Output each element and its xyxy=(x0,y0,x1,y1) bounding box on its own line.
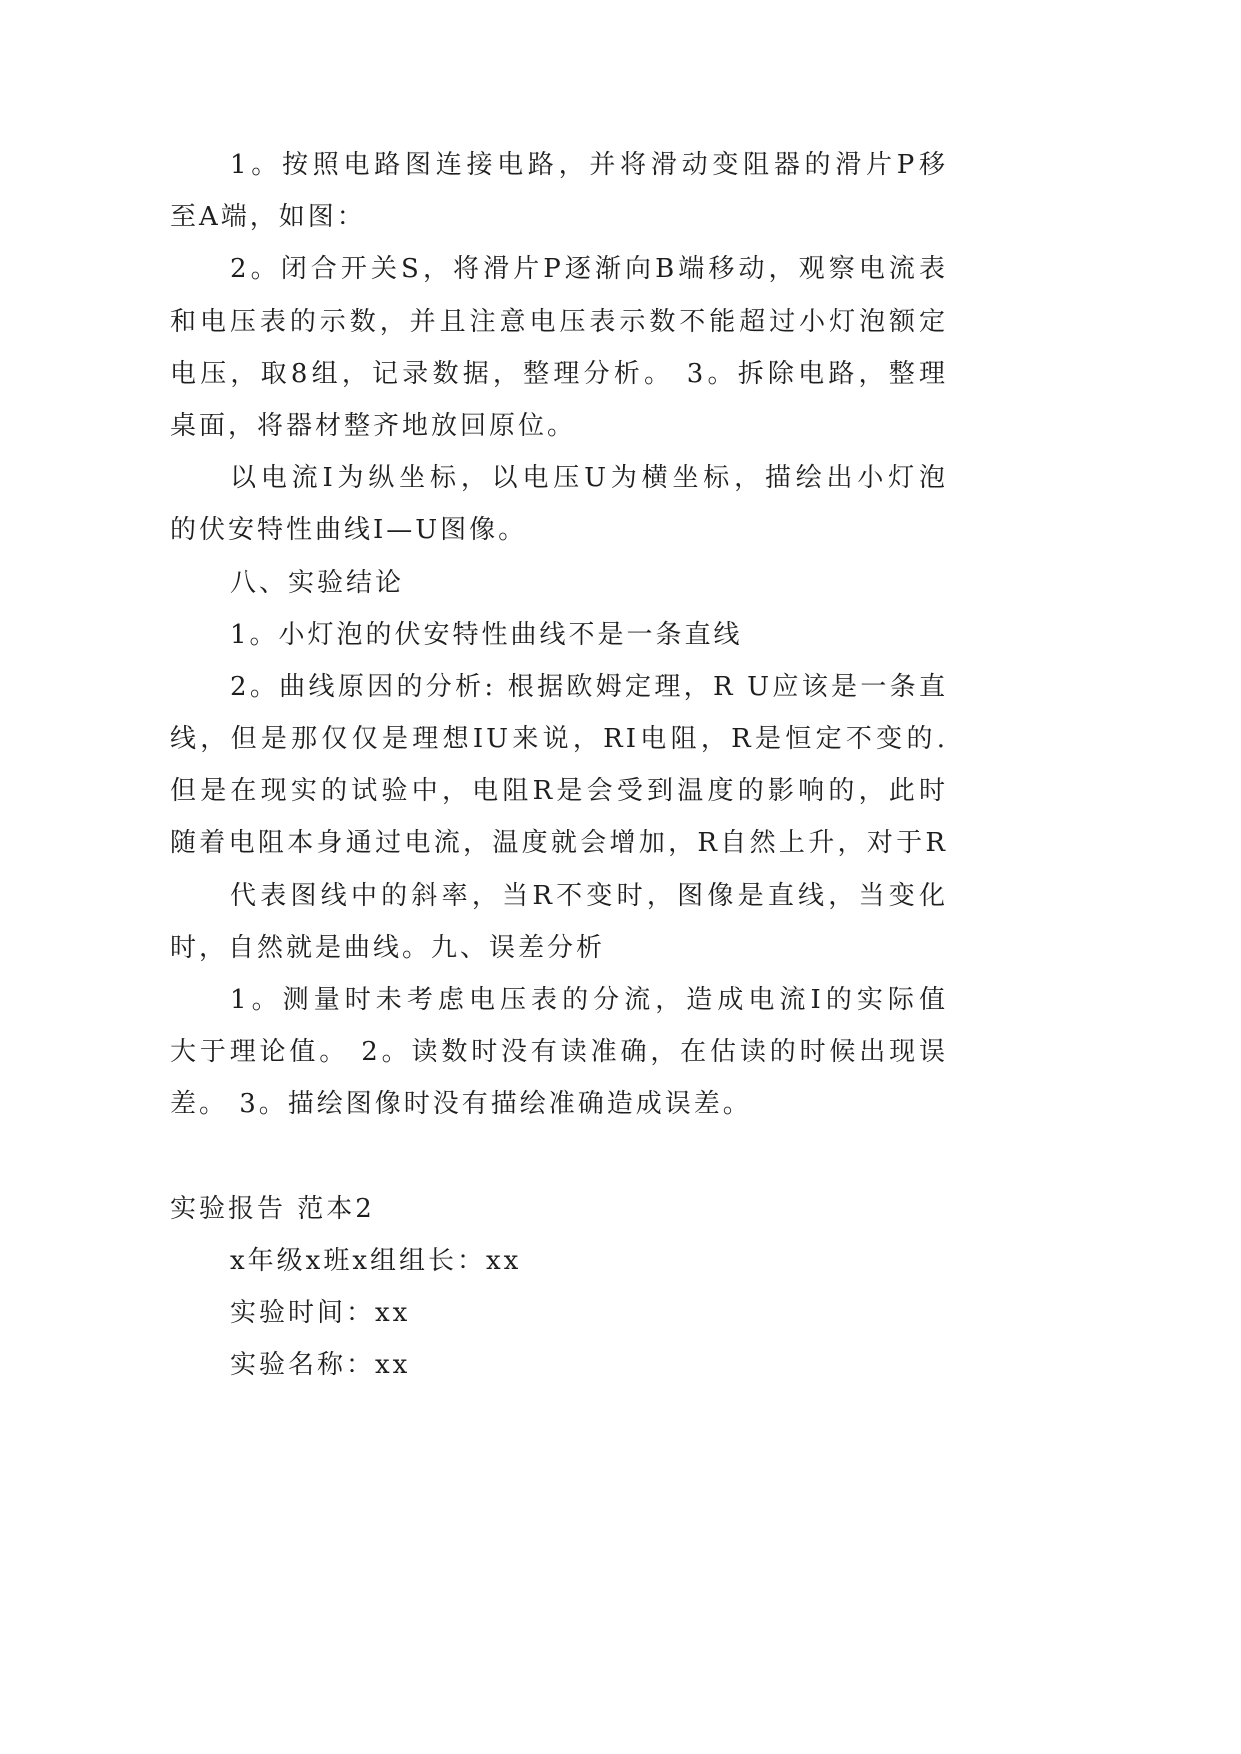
text-line: 的伏安特性曲线I—U图像。 xyxy=(170,515,528,546)
text-line: 但是在现实的试验中，电阻R是会受到温度的影响的，此时 xyxy=(170,776,948,807)
text-line: 电压，取8组，记录数据，整理分析。 3。拆除电路，整理 xyxy=(170,358,948,389)
text-line: 和电压表的示数，并且注意电压表示数不能超过小灯泡额定 xyxy=(170,306,948,337)
text-line: 随着电阻本身通过电流，温度就会增加，R自然上升，对于R xyxy=(170,828,948,859)
text-line: 差。 3。描绘图像时没有描绘准确造成误差。 xyxy=(170,1089,752,1120)
text-line: 1。小灯泡的伏安特性曲线不是一条直线 xyxy=(230,619,743,650)
text-line: 2。曲线原因的分析: 根据欧姆定理，R U应该是一条直 xyxy=(230,671,948,702)
text-line: 以电流I为纵坐标，以电压U为横坐标，描绘出小灯泡 xyxy=(230,463,948,494)
text-line: 1。测量时未考虑电压表的分流，造成电流I的实际值 xyxy=(230,985,948,1015)
document-body xyxy=(170,139,948,1391)
text-line: 2。闭合开关S，将滑片P逐渐向B端移动，观察电流表 xyxy=(230,254,948,285)
text-line: 时，自然就是曲线。九、误差分析 xyxy=(170,932,606,963)
text-line: 1。按照电路图连接电路，并将滑动变阻器的滑片P移 xyxy=(230,150,948,180)
text-line: 实验时间：xx xyxy=(230,1297,411,1328)
report-title: 实验报告 范本2 xyxy=(170,1193,375,1224)
section-heading: 八、实验结论 xyxy=(230,567,405,598)
text-line: x年级x班x组组长：xx xyxy=(230,1245,522,1276)
text-line: 至A端，如图： xyxy=(170,202,366,233)
text-line: 桌面，将器材整齐地放回原位。 xyxy=(170,410,577,441)
text-line: 大于理论值。 2。读数时没有读准确，在估读的时候出现误 xyxy=(170,1037,948,1068)
text-line: 代表图线中的斜率，当R不变时，图像是直线，当变化 xyxy=(230,880,948,911)
text-line: 线，但是那仅仅是理想IU来说，RI电阻，R是恒定不变的. xyxy=(170,724,948,755)
text-line: 实验名称：xx xyxy=(230,1350,411,1381)
